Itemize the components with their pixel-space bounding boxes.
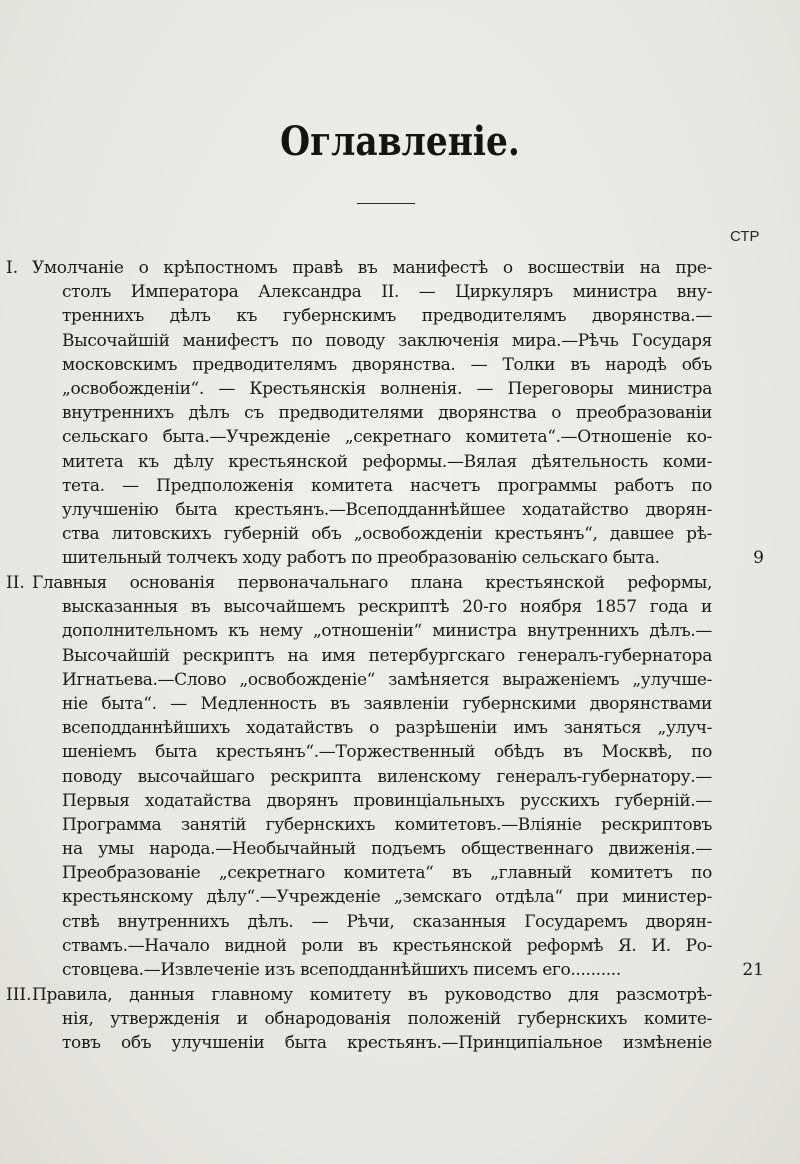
entry-line: московскимъ предводителямъ дворянства. — Толки въ народѣ объ [62, 354, 712, 375]
entry-line: ствѣ внутреннихъ дѣлъ. — Рѣчи, сказанныя Государемъ дворян- [62, 911, 712, 932]
entry-line: митета къ дѣлу крестьянской реформы.—Вялая дѣятельность коми- [62, 451, 712, 472]
entry-line: сельскаго быта.—Учрежденіе „секретнаго комитета“.—Отношеніе ко- [62, 427, 712, 448]
entry-page-number: 9 [753, 548, 764, 569]
entry-line: всеподданнѣйшихъ ходатайствъ о разрѣшеніи имъ заняться „улуч- [62, 718, 712, 739]
entry-line: треннихъ дѣлъ къ губернскимъ предводителямъ дворянства.— [62, 306, 712, 327]
entry-line: „освобожденіи“. — Крестьянскія волненія. — Переговоры министра [62, 378, 712, 399]
entry-line: крестьянскому дѣлу“.—Учрежденіе „земскаго отдѣла“ при министер- [62, 887, 712, 908]
entry-line: дополнительномъ къ нему „отношеніи“ министра внутреннихъ дѣлъ.— [62, 621, 712, 642]
entry-line: улучшенію быта крестьянъ.—Всеподданнѣйшее ходатайство дворян- [62, 499, 712, 520]
entry-line: Высочайшій рескриптъ на имя петербургскаго генералъ-губернатора [62, 645, 712, 666]
entry-text [32, 571, 712, 982]
entry-line: столъ Императора Александра II. — Циркуляръ министра вну- [62, 282, 712, 303]
entry-line: Высочайшій манифестъ по поводу заключенія мира.—Рѣчь Государя [62, 330, 712, 351]
entry-line: тета. — Предположенія комитета насчетъ программы работъ по [62, 475, 712, 496]
entry-numeral: III. [6, 985, 32, 1005]
entry-line: Игнатьева.—Слово „освобожденіе“ замѣняется выраженіемъ „улучше- [62, 669, 712, 690]
entry-line: на умы народа.—Необычайный подъемъ общественнаго движенія.— [62, 839, 712, 860]
entry-line: высказанныя въ высочайшемъ рескриптѣ 20-го ноября 1857 года и [62, 597, 712, 618]
entry-line: Преобразованіе „секретнаго комитета“ въ „главный комитетъ по [62, 863, 712, 884]
entry-line: ніе быта“. — Медленность въ заявленіи губернскими дворянствами [62, 693, 712, 714]
entry-numeral: II. [6, 573, 25, 593]
entry-line: ствамъ.—Начало видной роли въ крестьянской реформѣ Я. И. Ро- [62, 935, 712, 956]
page-column-header: СТР [730, 228, 760, 245]
entry-line: поводу высочайшаго рескрипта виленскому генералъ-губернатору.— [62, 766, 712, 787]
entry-line: шительный толчекъ ходу работъ по преобразованію сельскаго быта. [62, 548, 660, 569]
entry-line: Первыя ходатайства дворянъ провинціальныхъ русскихъ губерній.— [62, 790, 712, 811]
entry-line: шеніемъ быта крестьянъ“.—Торжественный обѣдъ въ Москвѣ, по [62, 742, 712, 763]
title-divider [357, 203, 415, 204]
entry-line: Главныя основанія первоначальнаго плана крестьянской реформы, [32, 573, 712, 593]
entry-numeral: I. [6, 258, 19, 278]
entry-line: ства литовскихъ губерній объ „освобожденіи крестьянъ“, давшее рѣ- [62, 524, 712, 545]
entry-text [32, 256, 712, 570]
entry-line: внутреннихъ дѣлъ съ предводителями дворянства о преобразованіи [62, 403, 712, 424]
entry-line: стовцева.—Извлеченіе изъ всеподданнѣйшихъ писемъ его.......... [62, 960, 621, 980]
entry-line: Умолчаніе о крѣпостномъ правѣ въ манифестѣ о восшествіи на пре- [32, 258, 712, 278]
entry-line: товъ объ улучшеніи быта крестьянъ.—Принципіальное измѣненіе [62, 1033, 712, 1054]
entry-text [32, 983, 712, 1056]
entry-page-number: 21 [742, 960, 764, 981]
entry-line: нія, утвержденія и обнародованія положеній губернскихъ комите- [62, 1009, 712, 1030]
entry-line: Программа занятій губернскихъ комитетовъ.—Вліяніе рескриптовъ [62, 814, 712, 835]
entry-line: Правила, данныя главному комитету въ руководство для разсмотрѣ- [32, 985, 712, 1005]
page-title: Оглавленіе. [280, 118, 520, 165]
